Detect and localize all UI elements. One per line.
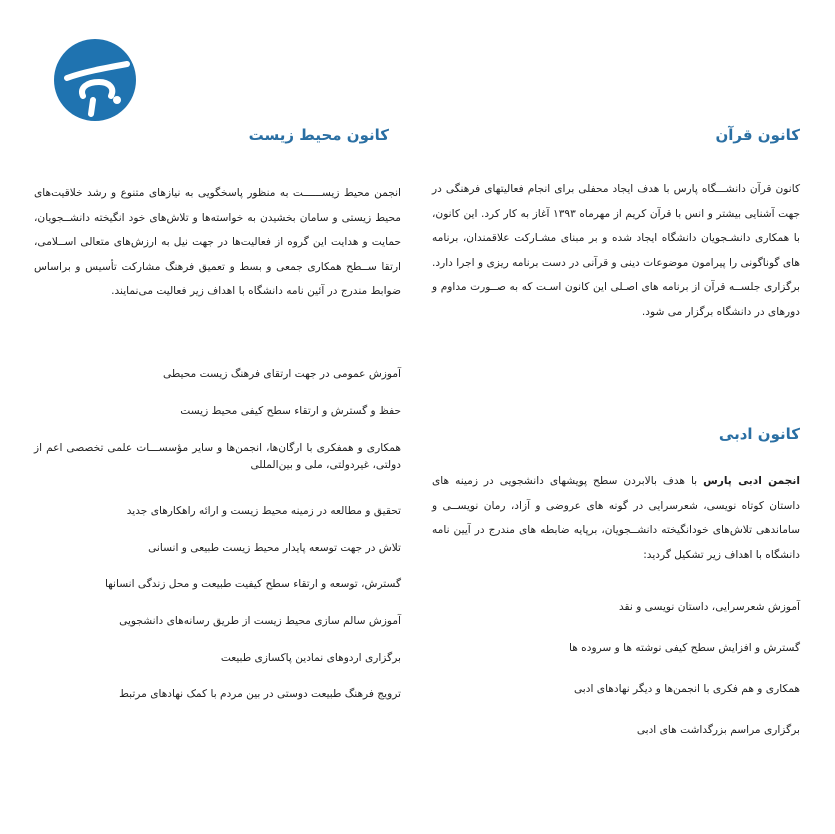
environment-body: انجمن محیط زیســــــت به منظور پاسخگویی به نیازهای متنوع و رشد خلاقیت‌های محیط زیستی و سامان بخشیدن به خواسته‌ها و تلاش‌های خود انگیخته دانشــجویان، حمایت و هدایت این گروه از فعالیت‌ها در جهت نیل به ارزش‌های متعالی اســلامی، ارتقا ســطح همکاری جمعی و بسط و تعمیق فرهنگ مشارکت تأسیس و براساس ضوابط مندرج در آئین نامه دانشگاه با اهداف زیر فعالیت می‌نمایند. [34, 187, 401, 297]
environment-item: تحقیق و مطالعه در زمینه محیط زیست و ارائه راهکارهای جدید [126, 505, 401, 517]
environment-item: همکاری و همفکری با ارگان‌ها، انجمن‌ها و سایر مؤسســـات علمی تخصصی اعم از دولتی، غیردولتی، ملی و بین‌المللی [34, 442, 401, 471]
literary-body [432, 469, 800, 567]
environment-item: حفظ و گسترش و ارتقاء سطح کیفی محیط زیست [180, 405, 401, 417]
literary-title: کانون ادبی [718, 425, 800, 443]
environment-item: گسترش، توسعه و ارتقاء سطح کیفیت طبیعت و محل زندگی انسانها [104, 578, 401, 590]
environment-title: کانون محیط زیست [248, 126, 389, 144]
literary-lead: انجمن ادبی پارس [703, 475, 801, 487]
environment-item: آموزش سالم سازی محیط زیست از طریق رسانه‌های دانشجویی [119, 615, 401, 627]
literary-item: همکاری و هم فکری با انجمن‌ها و دیگر نهادهای ادبی [573, 683, 800, 695]
environment-item: برگزاری اردوهای نمادین پاکسازی طبیعت [220, 652, 401, 664]
pars-logo-icon [53, 38, 137, 122]
environment-item: تلاش در جهت توسعه پایدار محیط زیست طبیعی و انسانی [148, 542, 401, 554]
literary-item: آموزش شعرسرایی، داستان نویسی و نقد [618, 601, 800, 613]
literary-body-text: با هدف بالابردن سطح پویشهای دانشجویی در زمینه های داستان کوتاه نویسی، شعرسرایی در گونه های عروضی و آزاد، رمان نویســی و ساماندهی تلاش‌های خودانگیخته دانشــجویان، برپایه ضابطه های مندرج در آیین نامه دانشگاه با اهداف زیر تشکیل گردید: [432, 475, 800, 561]
literary-item: گسترش و افزایش سطح کیفی نوشته ها و سروده ها [569, 642, 800, 654]
literary-item: برگزاری مراسم بزرگداشت های ادبی [636, 724, 800, 736]
environment-item: آموزش عمومی در جهت ارتقای فرهنگ زیست محیطی [162, 368, 401, 380]
environment-item: ترویج فرهنگ طبیعت دوستی در بین مردم با کمک نهادهای مرتبط [119, 688, 401, 700]
quran-body: کانون قرآن دانشـــگاه پارس با هدف ایجاد محفلی برای انجام فعالیتهای فرهنگی در جهت آشنایی بیشتر و انس با قرآن کریم از مهرماه ۱۳۹۳ آغاز به کار کرد. این کانون، با همکاری دانشـجویان دانشگاه ایجاد شده و بر مبنای مشـارکت علاقمندان، برنامه های گوناگونی را پیرامون موضوعات دینی و قرآنی در دست برنامه ریزی و اجرا دارد. برگزاری جلســه قرآن از برنامه های اصـلی این کانون اسـت که به صــورت مداوم و دورهای در دانشگاه برگزار می شود. [432, 183, 801, 318]
quran-title: کانون قرآن [715, 126, 800, 144]
